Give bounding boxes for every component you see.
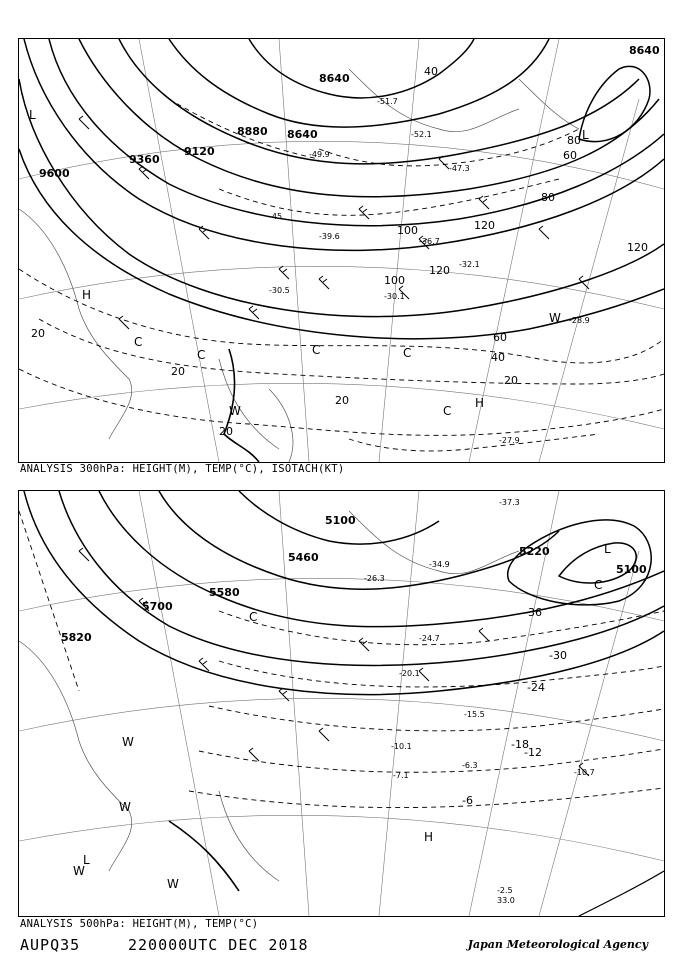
caption-500hpa: ANALYSIS 500hPa: HEIGHT(M), TEMP(°C) xyxy=(20,918,259,930)
isotach-label: 80 xyxy=(541,191,555,204)
obs-value: -47.3 xyxy=(449,164,470,173)
isotach-label: 20 xyxy=(335,394,349,407)
isotach-label: 100 xyxy=(397,224,418,237)
wind-barbs-300 xyxy=(79,116,589,329)
obs-value: -51.7 xyxy=(377,97,398,106)
graticule-500 xyxy=(19,491,664,916)
chart-id: AUPQ35 xyxy=(20,936,81,954)
isotach-label: 40 xyxy=(491,351,505,364)
obs-value: -37.3 xyxy=(499,498,520,507)
cold-mark: C xyxy=(197,348,206,362)
panel-500hpa xyxy=(18,490,665,917)
isotach-label: 60 xyxy=(493,331,507,344)
height-label: 5700 xyxy=(142,600,173,613)
cold-mark: C xyxy=(594,578,603,592)
obs-value: -52.1 xyxy=(411,130,432,139)
obs-value: -30.1 xyxy=(384,292,405,301)
obs-value: -2.5 xyxy=(497,886,513,895)
height-label: 5100 xyxy=(616,563,647,576)
obs-value: 33.0 xyxy=(497,896,515,905)
isotach-label: 100 xyxy=(384,274,405,287)
isotach-label: 80 xyxy=(567,134,581,147)
isotach-label: 120 xyxy=(627,241,648,254)
warm-mark: W xyxy=(549,311,561,325)
height-label: 9120 xyxy=(184,145,215,158)
low-pressure-mark: L xyxy=(83,853,90,867)
height-label: 5460 xyxy=(288,551,319,564)
obs-value: -10.7 xyxy=(574,768,595,777)
obs-value: -15.5 xyxy=(464,710,485,719)
cold-mark: C xyxy=(134,335,143,349)
isotach-label: 60 xyxy=(563,149,577,162)
high-pressure-mark: H xyxy=(82,288,92,302)
isotherm-lines-500 xyxy=(19,511,664,808)
height-label: 5820 xyxy=(61,631,92,644)
height-label: 8880 xyxy=(237,125,268,138)
obs-value: -28.9 xyxy=(569,316,590,325)
obs-value: -45 xyxy=(269,212,283,221)
high-pressure-mark: H xyxy=(475,396,485,410)
obs-value: -7.1 xyxy=(393,771,409,780)
height-label: 5220 xyxy=(519,545,550,558)
height-label: 8640 xyxy=(287,128,318,141)
valid-time: 220000UTC DEC 2018 xyxy=(128,936,309,954)
obs-value: -30.5 xyxy=(269,286,290,295)
high-pressure-mark: H xyxy=(424,830,434,844)
cold-mark: C xyxy=(403,346,412,360)
low-pressure-mark: L xyxy=(582,128,589,142)
isotherm-label: -30 xyxy=(549,649,567,662)
warm-mark: W xyxy=(167,877,179,891)
coast-bold-500-east xyxy=(579,871,664,916)
obs-value: -10.1 xyxy=(391,742,412,751)
obs-value: -34.9 xyxy=(429,560,450,569)
height-label: 8640 xyxy=(319,72,350,85)
obs-value: -26.3 xyxy=(364,574,385,583)
coast-bold-500 xyxy=(169,821,239,891)
isotherm-label: -36 xyxy=(524,606,542,619)
warm-mark: W xyxy=(119,800,131,814)
height-label: 5100 xyxy=(325,514,356,527)
cold-mark: C xyxy=(312,343,321,357)
isotach-label: 20 xyxy=(504,374,518,387)
isotherm-label: -6 xyxy=(462,794,473,807)
height-label: 8640 xyxy=(629,44,660,57)
isotach-label: 120 xyxy=(474,219,495,232)
panel-300hpa xyxy=(18,38,665,463)
obs-value: -27.9 xyxy=(499,436,520,445)
isotach-label: 120 xyxy=(429,264,450,277)
warm-mark: W xyxy=(122,735,134,749)
map-300hpa xyxy=(19,39,664,462)
isotach-label: 20 xyxy=(31,327,45,340)
obs-value: -20.1 xyxy=(399,669,420,678)
isotach-label: 20 xyxy=(171,365,185,378)
caption-300hpa: ANALYSIS 300hPa: HEIGHT(M), TEMP(°C), ISOTACH(KT) xyxy=(20,463,345,475)
map-500hpa xyxy=(19,491,664,916)
obs-value: -39.6 xyxy=(319,232,340,241)
agency-name: Japan Meteorological Agency xyxy=(467,938,648,951)
obs-value: -36.7 xyxy=(419,237,440,246)
isotherm-label: -12 xyxy=(524,746,542,759)
cold-mark: C xyxy=(249,610,258,624)
obs-value: -32.1 xyxy=(459,260,480,269)
warm-mark: W xyxy=(229,404,241,418)
isotach-label: 20 xyxy=(219,425,233,438)
cold-mark: C xyxy=(443,404,452,418)
low-pressure-mark: L xyxy=(29,108,36,122)
isotach-label: 40 xyxy=(424,65,438,78)
height-label: 9600 xyxy=(39,167,70,180)
obs-value: -49.9 xyxy=(309,150,330,159)
isotherm-label: -24 xyxy=(527,681,545,694)
obs-value: -24.7 xyxy=(419,634,440,643)
warm-mark: W xyxy=(73,864,85,878)
height-label: 9360 xyxy=(129,153,160,166)
obs-value: -6.3 xyxy=(462,761,478,770)
low-pressure-mark: L xyxy=(604,542,611,556)
height-label: 5580 xyxy=(209,586,240,599)
isotherm-label: -18 xyxy=(511,738,529,751)
